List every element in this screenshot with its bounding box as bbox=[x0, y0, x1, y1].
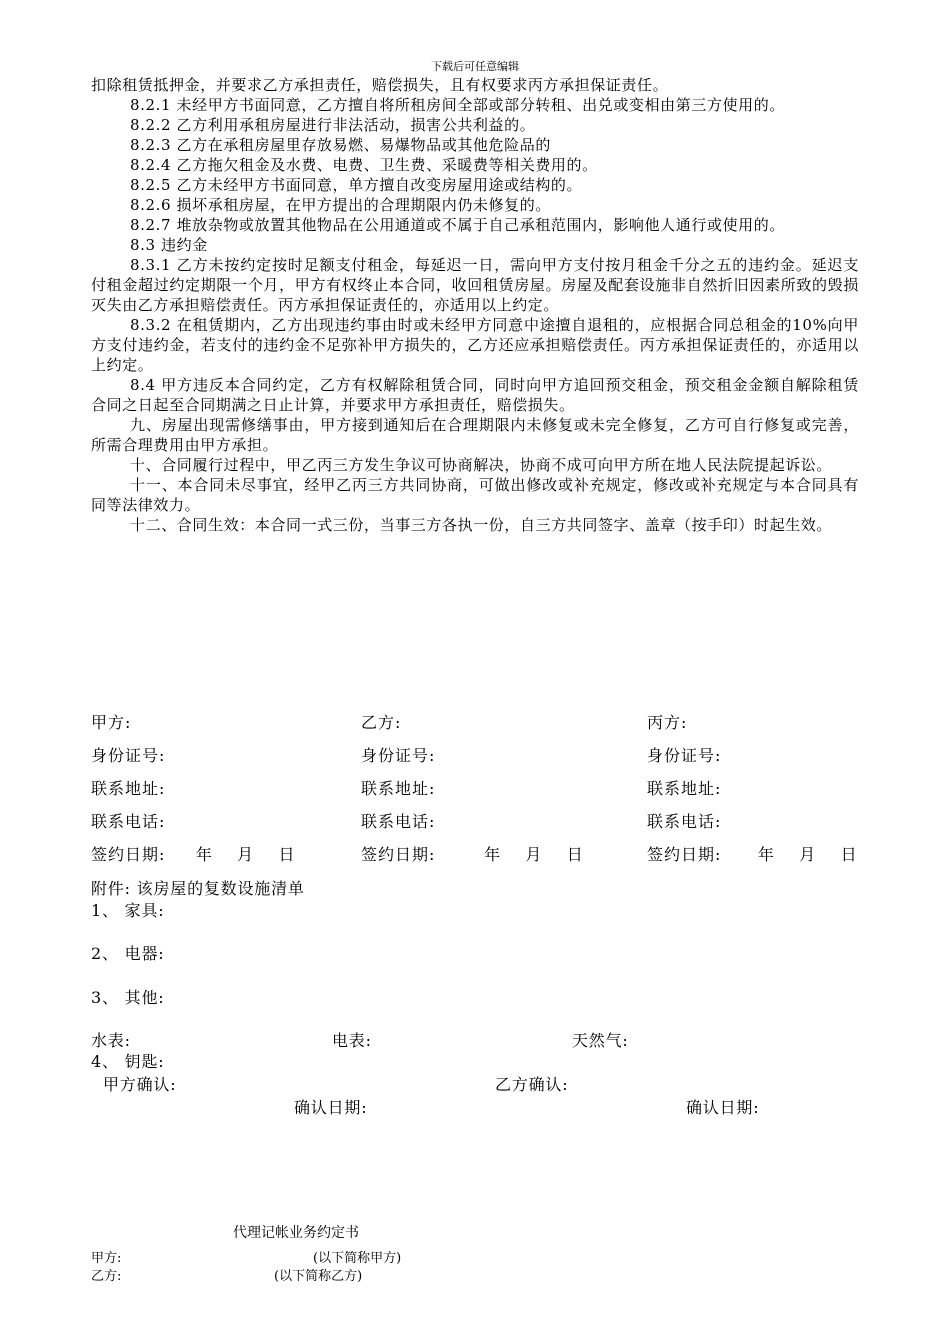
paragraph: 8.2.7 堆放杂物或放置其他物品在公用通道或不属于自己承租范围内，影响他人通行或使用的。 bbox=[130, 216, 785, 234]
id-number-label: 身份证号: bbox=[91, 746, 166, 765]
phone-label: 联系电话: bbox=[91, 812, 166, 831]
paragraph: 8.2.2 乙方利用承租房屋进行非法活动，损害公共利益的。 bbox=[130, 116, 536, 134]
address-label: 联系地址: bbox=[91, 779, 166, 798]
paragraph: 扣除租赁抵押金，并要求乙方承担责任，赔偿损失，且有权要求丙方承担保证责任。 bbox=[91, 76, 669, 94]
party-a-confirm-label: 甲方确认: bbox=[103, 1075, 177, 1094]
confirm-date-label-a: 确认日期: bbox=[294, 1098, 368, 1117]
address-label: 联系地址: bbox=[647, 779, 722, 798]
signature-row-address bbox=[91, 776, 871, 796]
party-b-label: 乙方: bbox=[361, 713, 402, 732]
sign-date-label: 签约日期: 年 月 日 bbox=[647, 845, 858, 864]
party-c-label: 丙方: bbox=[647, 713, 688, 732]
paragraph: 8.2.3 乙方在承租房屋里存放易燃、易爆物品或其他危险品的 bbox=[130, 136, 551, 154]
contract-body bbox=[91, 75, 859, 535]
paragraph: 十二、合同生效：本合同一式三份，当事三方各执一份，自三方共同签字、盖章（按手印）时起生效。 bbox=[130, 516, 833, 534]
page-header: 下载后可任意编辑 bbox=[431, 60, 519, 73]
paragraph: 8.2.5 乙方未经甲方书面同意，单方擅自改变房屋用途或结构的。 bbox=[130, 176, 583, 194]
paragraph: 8.2.6 损坏承租房屋，在甲方提出的合理期限内仍未修复的。 bbox=[130, 196, 551, 214]
appendix-item-appliances: 2、 电器: bbox=[91, 944, 165, 963]
next-party-a-label: 甲方: bbox=[91, 1251, 122, 1266]
signature-row-phone bbox=[91, 809, 871, 829]
signature-row-id bbox=[91, 743, 871, 763]
phone-label: 联系电话: bbox=[647, 812, 722, 831]
party-b-confirm-label: 乙方确认: bbox=[495, 1075, 569, 1094]
paragraph: 8.3.2 在租赁期内，乙方出现违约事由时或未经甲方同意中途擅自退租的，应根据合同总租金的10%向甲方支付违约金，若支付的违约金不足弥补甲方损失的，乙方还应承担赔偿责任。丙方承担保证责任的，亦适用以上约定。 bbox=[91, 316, 859, 374]
appendix-item-furniture: 1、 家具: bbox=[91, 901, 165, 920]
paragraph: 十一、本合同未尽事宜，经甲乙丙三方共同协商，可做出修改或补充规定，修改或补充规定与本合同具有同等法律效力。 bbox=[91, 476, 859, 514]
paragraph: 九、房屋出现需修缮事由，甲方接到通知后在合理期限内未修复或未完全修复，乙方可自行修复或完善，所需合理费用由甲方承担。 bbox=[91, 416, 859, 454]
paragraph: 8.2.4 乙方拖欠租金及水费、电费、卫生费、采暖费等相关费用的。 bbox=[130, 156, 598, 174]
confirm-date-label-b: 确认日期: bbox=[686, 1098, 760, 1117]
sign-date-label: 签约日期: 年 月 日 bbox=[361, 845, 584, 864]
sign-date-label: 签约日期: 年 月 日 bbox=[91, 845, 296, 864]
appendix-item-other: 3、 其他: bbox=[91, 988, 165, 1007]
signature-row-party bbox=[91, 710, 871, 730]
paragraph: 8.4 甲方违反本合同约定，乙方有权解除租赁合同，同时向甲方追回预交租金，预交租金金额自解除租赁合同之日起至合同期满之日止计算，并要求甲方承担责任，赔偿损失。 bbox=[91, 376, 859, 414]
appendix-title: 附件: 该房屋的复数设施清单 bbox=[91, 879, 305, 898]
id-number-label: 身份证号: bbox=[647, 746, 722, 765]
next-party-b-label: 乙方: bbox=[91, 1269, 122, 1284]
appendix-item-keys: 4、 钥匙: bbox=[91, 1052, 165, 1071]
water-meter-label: 水表: bbox=[91, 1031, 131, 1050]
paragraph: 8.3 违约金 bbox=[130, 236, 208, 254]
phone-label: 联系电话: bbox=[361, 812, 436, 831]
paragraph: 十、合同履行过程中，甲乙丙三方发生争议可协商解决，协商不成可向甲方所在地人民法院提起诉讼。 bbox=[130, 456, 833, 474]
address-label: 联系地址: bbox=[361, 779, 436, 798]
electric-meter-label: 电表: bbox=[332, 1031, 372, 1050]
next-party-b-note: (以下简称乙方) bbox=[274, 1269, 363, 1284]
next-document-title: 代理记帐业务约定书 bbox=[233, 1225, 359, 1241]
gas-meter-label: 天然气: bbox=[572, 1031, 629, 1050]
id-number-label: 身份证号: bbox=[361, 746, 436, 765]
next-party-a-note: (以下简称甲方) bbox=[313, 1251, 402, 1266]
paragraph: 8.2.1 未经甲方书面同意，乙方擅自将所租房间全部或部分转租、出兑或变相由第三方使用的。 bbox=[130, 96, 785, 114]
party-a-label: 甲方: bbox=[91, 713, 132, 732]
paragraph: 8.3.1 乙方未按约定按时足额支付租金，每延迟一日，需向甲方支付按月租金千分之五的违约金。延迟支付租金超过约定期限一个月，甲方有权终止本合同，收回租赁房屋。房屋及配套设施非自然折旧因素所致的毁损灭失由乙方承担赔偿责任。丙方承担保证责任的，亦适用以上约定。 bbox=[91, 256, 859, 314]
signature-row-date bbox=[91, 842, 871, 862]
